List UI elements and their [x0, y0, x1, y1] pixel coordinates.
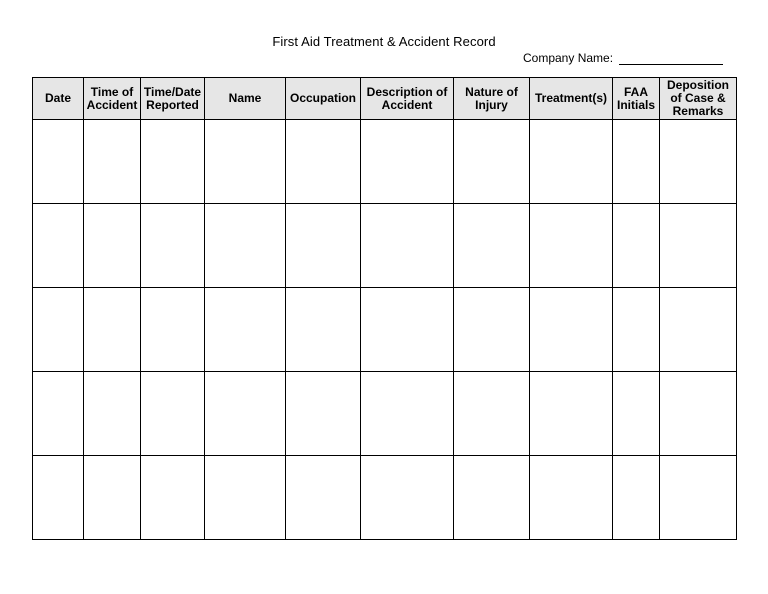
- cell-description-of-accident[interactable]: [361, 288, 454, 372]
- cell-description-of-accident[interactable]: [361, 456, 454, 540]
- header-nature-of-injury: Nature of Injury: [454, 78, 530, 120]
- table-row: [33, 456, 737, 540]
- cell-date[interactable]: [33, 288, 84, 372]
- cell-time-of-accident[interactable]: [84, 372, 141, 456]
- accident-record-table: [32, 77, 737, 540]
- header-name: Name: [205, 78, 286, 120]
- cell-treatments[interactable]: [530, 288, 613, 372]
- cell-nature-of-injury[interactable]: [454, 120, 530, 204]
- header-description-of-accident: Description of Accident: [361, 78, 454, 120]
- header-time-date-reported: Time/Date Reported: [141, 78, 205, 120]
- cell-occupation[interactable]: [286, 288, 361, 372]
- cell-nature-of-injury[interactable]: [454, 372, 530, 456]
- table-row: [33, 372, 737, 456]
- cell-time-of-accident[interactable]: [84, 204, 141, 288]
- cell-date[interactable]: [33, 372, 84, 456]
- cell-deposition-remarks[interactable]: [660, 288, 737, 372]
- document-title: First Aid Treatment & Accident Record: [272, 34, 496, 49]
- table-row: [33, 204, 737, 288]
- cell-treatments[interactable]: [530, 456, 613, 540]
- header-row: [33, 78, 737, 120]
- cell-faa-initials[interactable]: [613, 120, 660, 204]
- cell-occupation[interactable]: [286, 456, 361, 540]
- cell-description-of-accident[interactable]: [361, 120, 454, 204]
- cell-description-of-accident[interactable]: [361, 204, 454, 288]
- company-name-blank-line[interactable]: [619, 50, 723, 65]
- cell-name[interactable]: [205, 288, 286, 372]
- cell-nature-of-injury[interactable]: [454, 288, 530, 372]
- cell-faa-initials[interactable]: [613, 372, 660, 456]
- cell-time-date-reported[interactable]: [141, 204, 205, 288]
- cell-description-of-accident[interactable]: [361, 372, 454, 456]
- header-date: Date: [33, 78, 84, 120]
- cell-time-of-accident[interactable]: [84, 456, 141, 540]
- cell-faa-initials[interactable]: [613, 456, 660, 540]
- cell-time-date-reported[interactable]: [141, 288, 205, 372]
- cell-treatments[interactable]: [530, 372, 613, 456]
- header-deposition-remarks: Deposition of Case & Remarks: [660, 78, 737, 120]
- cell-faa-initials[interactable]: [613, 288, 660, 372]
- cell-occupation[interactable]: [286, 372, 361, 456]
- header-occupation: Occupation: [286, 78, 361, 120]
- cell-name[interactable]: [205, 456, 286, 540]
- cell-nature-of-injury[interactable]: [454, 456, 530, 540]
- cell-occupation[interactable]: [286, 120, 361, 204]
- header-time-of-accident: Time of Accident: [84, 78, 141, 120]
- company-name-field: [523, 50, 723, 65]
- cell-faa-initials[interactable]: [613, 204, 660, 288]
- cell-time-of-accident[interactable]: [84, 120, 141, 204]
- cell-deposition-remarks[interactable]: [660, 456, 737, 540]
- header-treatments: Treatment(s): [530, 78, 613, 120]
- record-body: [33, 120, 737, 540]
- cell-treatments[interactable]: [530, 204, 613, 288]
- cell-time-date-reported[interactable]: [141, 372, 205, 456]
- table-row: [33, 288, 737, 372]
- cell-time-of-accident[interactable]: [84, 288, 141, 372]
- cell-name[interactable]: [205, 372, 286, 456]
- cell-deposition-remarks[interactable]: [660, 120, 737, 204]
- cell-date[interactable]: [33, 456, 84, 540]
- cell-date[interactable]: [33, 120, 84, 204]
- cell-deposition-remarks[interactable]: [660, 204, 737, 288]
- company-name-label: Company Name:: [523, 51, 614, 65]
- cell-treatments[interactable]: [530, 120, 613, 204]
- table-row: [33, 120, 737, 204]
- cell-occupation[interactable]: [286, 204, 361, 288]
- cell-time-date-reported[interactable]: [141, 120, 205, 204]
- header-faa-initials: FAA Initials: [613, 78, 660, 120]
- cell-name[interactable]: [205, 120, 286, 204]
- cell-nature-of-injury[interactable]: [454, 204, 530, 288]
- cell-name[interactable]: [205, 204, 286, 288]
- cell-deposition-remarks[interactable]: [660, 372, 737, 456]
- cell-date[interactable]: [33, 204, 84, 288]
- cell-time-date-reported[interactable]: [141, 456, 205, 540]
